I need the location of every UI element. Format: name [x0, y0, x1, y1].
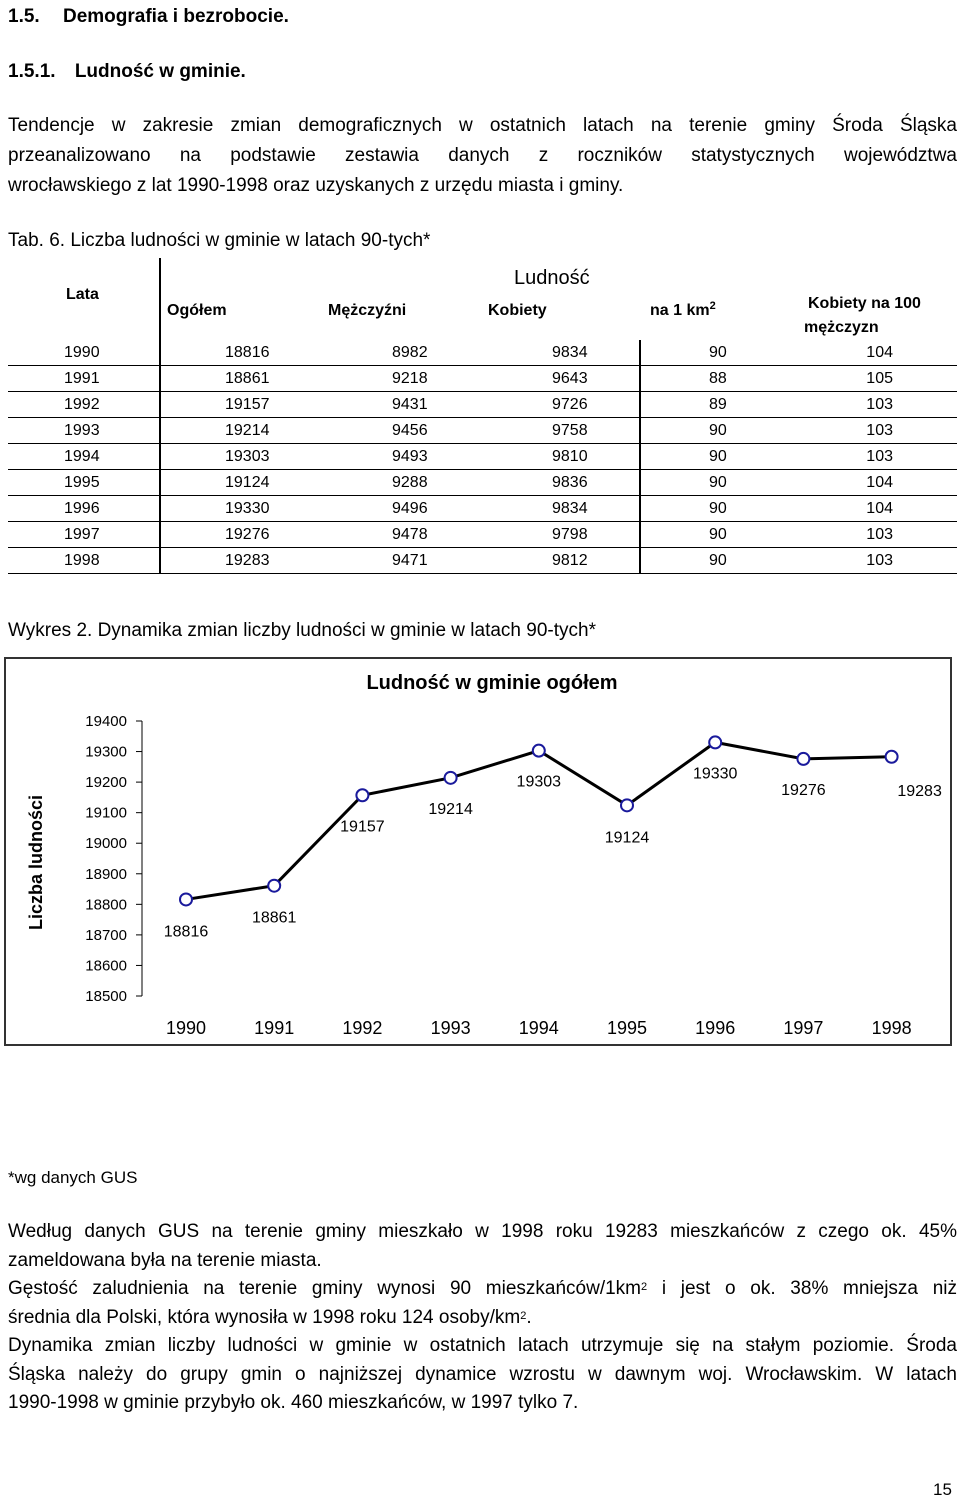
table-cell: 1991	[8, 366, 160, 392]
page-number: 15	[933, 1480, 952, 1499]
table-cell: 90	[640, 548, 798, 574]
data-label: 19124	[604, 829, 650, 847]
data-label: 18816	[163, 923, 209, 941]
chart-frame	[4, 657, 952, 1046]
col-header-lata: Lata	[8, 258, 160, 340]
y-tick-label: 19200	[85, 774, 127, 792]
y-tick-label: 18500	[85, 988, 127, 1005]
table-cell: 9643	[480, 366, 640, 392]
y-axis-label: Liczba ludności	[26, 794, 46, 931]
table-cell: 1992	[8, 392, 160, 418]
y-tick-label: 18600	[85, 957, 127, 975]
poland-avg-sup: 2	[520, 1309, 527, 1322]
table-row	[8, 548, 957, 574]
density-sup: 2	[641, 1281, 648, 1293]
data-point	[268, 880, 280, 892]
data-label: 19276	[781, 781, 826, 799]
chart-caption: Wykres 2. Dynamika zmian liczby ludności w gminie w latach 90-tych*	[8, 620, 596, 641]
data-point	[797, 753, 809, 765]
table-cell: 19276	[160, 522, 320, 548]
population-table	[8, 258, 957, 574]
table-cell: 9758	[480, 418, 640, 444]
table-cell: 9478	[320, 522, 480, 548]
col-header-kobiety: Kobiety	[488, 302, 547, 319]
table-cell: 9798	[480, 522, 640, 548]
data-label: 19330	[692, 765, 738, 783]
x-tick-label: 1997	[783, 1018, 824, 1038]
table-cell: 9456	[320, 418, 480, 444]
population-line-chart	[6, 659, 950, 1044]
table-cell: 9431	[320, 392, 480, 418]
series-line	[186, 742, 892, 899]
table-cell: 88	[640, 366, 798, 392]
table-cell: 90	[640, 340, 798, 366]
table-cell: 8982	[320, 340, 480, 366]
y-tick-label: 19300	[85, 743, 127, 761]
table-row	[8, 418, 957, 444]
table-row	[8, 522, 957, 548]
data-point	[533, 745, 545, 757]
group-header-ludnosc: Ludność	[514, 267, 590, 289]
x-tick-label: 1994	[518, 1018, 559, 1038]
x-tick-label: 1996	[695, 1018, 736, 1038]
table-cell: 1998	[8, 548, 160, 574]
conclusion-line	[8, 1304, 957, 1333]
table-cell: 104	[798, 470, 957, 496]
data-point	[356, 789, 368, 801]
table-row	[8, 340, 957, 366]
poland-avg-text-a: średnia dla Polski, która wynosiła w 1998 roku 124 osoby/km	[8, 1306, 521, 1328]
conclusion-line: 1990-1998 w gminie przybyło ok. 460 mieszkańców, w 1997 tylko 7.	[8, 1392, 579, 1413]
x-tick-label: 1993	[430, 1018, 471, 1038]
table-cell: 19124	[160, 470, 320, 496]
poland-avg-text-b: .	[526, 1306, 532, 1328]
subsection-title: Ludność w gminie.	[74, 61, 246, 82]
table-cell: 103	[798, 392, 957, 418]
table-cell: 1997	[8, 522, 160, 548]
table-cell: 9726	[480, 392, 640, 418]
table-row	[8, 366, 957, 392]
table-cell: 90	[640, 496, 798, 522]
section-number: 1.5.	[8, 6, 40, 27]
conclusion-line	[8, 1275, 957, 1304]
table-cell: 103	[798, 444, 957, 470]
table-caption: Tab. 6. Liczba ludności w gminie w latach 90-tych*	[8, 230, 431, 251]
conclusion-line: Dynamika zmian liczby ludności w gminie w ostatnich latach utrzymuje się na stałym poziomie. Środa	[8, 1335, 957, 1356]
table-cell: 89	[640, 392, 798, 418]
table-cell: 104	[798, 340, 957, 366]
na-km-sup: 2	[709, 300, 716, 312]
y-tick-label: 19000	[85, 835, 127, 853]
col-header-na-km	[640, 290, 798, 340]
data-point	[709, 736, 721, 748]
table-cell: 18816	[160, 340, 320, 366]
section-heading	[8, 6, 289, 28]
conclusion-line: Śląska należy do grupy gmin o najniższej dynamice wzrostu w dawnym woj. Wrocławskim. W latach	[8, 1363, 957, 1385]
table-cell: 9288	[320, 470, 480, 496]
table-cell: 103	[798, 522, 957, 548]
na-km-label: na 1 km	[650, 302, 710, 319]
x-tick-label: 1991	[254, 1018, 295, 1038]
table-cell: 1990	[8, 340, 160, 366]
table-cell: 9836	[480, 470, 640, 496]
table-row	[8, 444, 957, 470]
y-tick-label: 19400	[85, 713, 127, 730]
table-cell: 1995	[8, 470, 160, 496]
conclusion-line: zameldowana była na terenie miasta.	[8, 1249, 322, 1271]
subsection-heading	[8, 61, 246, 83]
y-tick-label: 18900	[85, 865, 127, 883]
table-row	[8, 496, 957, 522]
table-cell: 1996	[8, 496, 160, 522]
col-header-ogolem: Ogółem	[167, 302, 227, 319]
table-cell: 19214	[160, 418, 320, 444]
subsection-number: 1.5.1.	[8, 61, 56, 82]
table-cell: 90	[640, 522, 798, 548]
x-tick-label: 1990	[165, 1018, 207, 1038]
table-cell: 90	[640, 418, 798, 444]
x-tick-label: 1992	[342, 1018, 383, 1038]
table-cell: 103	[798, 418, 957, 444]
table-row	[8, 392, 957, 418]
table-cell: 9493	[320, 444, 480, 470]
data-label: 18861	[251, 909, 297, 927]
table-cell: 9834	[480, 340, 640, 366]
density-text-b: i jest o ok. 38% mniejsza niż	[647, 1278, 957, 1299]
data-label: 19214	[428, 800, 473, 818]
table-cell: 1994	[8, 444, 160, 470]
col-header-mezczyzni: Mężczyźni	[328, 302, 407, 319]
table-cell: 9471	[320, 548, 480, 574]
table-cell: 19283	[160, 548, 320, 574]
table-cell: 19157	[160, 392, 320, 418]
data-point	[180, 893, 192, 905]
y-tick-label: 19100	[85, 804, 127, 822]
data-label: 19157	[340, 818, 385, 836]
table-cell: 9834	[480, 496, 640, 522]
table-cell: 90	[640, 444, 798, 470]
conclusion-text	[8, 1218, 957, 1418]
kobiety-na-100-line1: Kobiety na 100	[808, 295, 921, 312]
table-cell: 105	[798, 366, 957, 392]
intro-line: wrocławskiego z lat 1990-1998 oraz uzyskanych z urzędu miasta i gminy.	[8, 175, 624, 196]
data-point	[886, 751, 898, 763]
data-point	[621, 799, 633, 811]
table-cell: 19330	[160, 496, 320, 522]
table-cell: 1993	[8, 418, 160, 444]
footnote: *wg danych GUS	[8, 1168, 138, 1187]
table-row	[8, 470, 957, 496]
table-cell: 9496	[320, 496, 480, 522]
intro-line: przeanalizowano na podstawie zestawia danych z roczników statystycznych województwa	[8, 145, 957, 166]
table-cell: 103	[798, 548, 957, 574]
table-cell: 90	[640, 470, 798, 496]
data-label: 19283	[897, 782, 942, 800]
x-tick-label: 1995	[606, 1018, 648, 1038]
table-cell: 9812	[480, 548, 640, 574]
data-label: 19303	[516, 773, 562, 791]
table-cell: 104	[798, 496, 957, 522]
col-header-kobiety-na-100	[798, 290, 957, 340]
kobiety-na-100-line2: mężczyzn	[804, 319, 879, 336]
table-cell: 18861	[160, 366, 320, 392]
density-text-a: Gęstość zaludnienia na terenie gminy wynosi 90 mieszkańców/1km	[8, 1278, 642, 1299]
x-tick-label: 1998	[871, 1018, 912, 1038]
intro-paragraph	[8, 111, 957, 201]
section-title: Demografia i bezrobocie.	[62, 6, 289, 27]
table-cell: 9810	[480, 444, 640, 470]
intro-line: Tendencje w zakresie zmian demograficznych w ostatnich latach na terenie gminy Środa Śląska	[8, 115, 957, 136]
data-point	[445, 772, 457, 784]
y-tick-label: 18800	[85, 896, 127, 914]
chart-title: Ludność w gminie ogółem	[366, 672, 618, 694]
table-cell: 19303	[160, 444, 320, 470]
conclusion-line: Według danych GUS na terenie gminy mieszkało w 1998 roku 19283 mieszkańców z czego ok. 45%	[8, 1221, 957, 1242]
y-tick-label: 18700	[85, 926, 127, 944]
table-cell: 9218	[320, 366, 480, 392]
